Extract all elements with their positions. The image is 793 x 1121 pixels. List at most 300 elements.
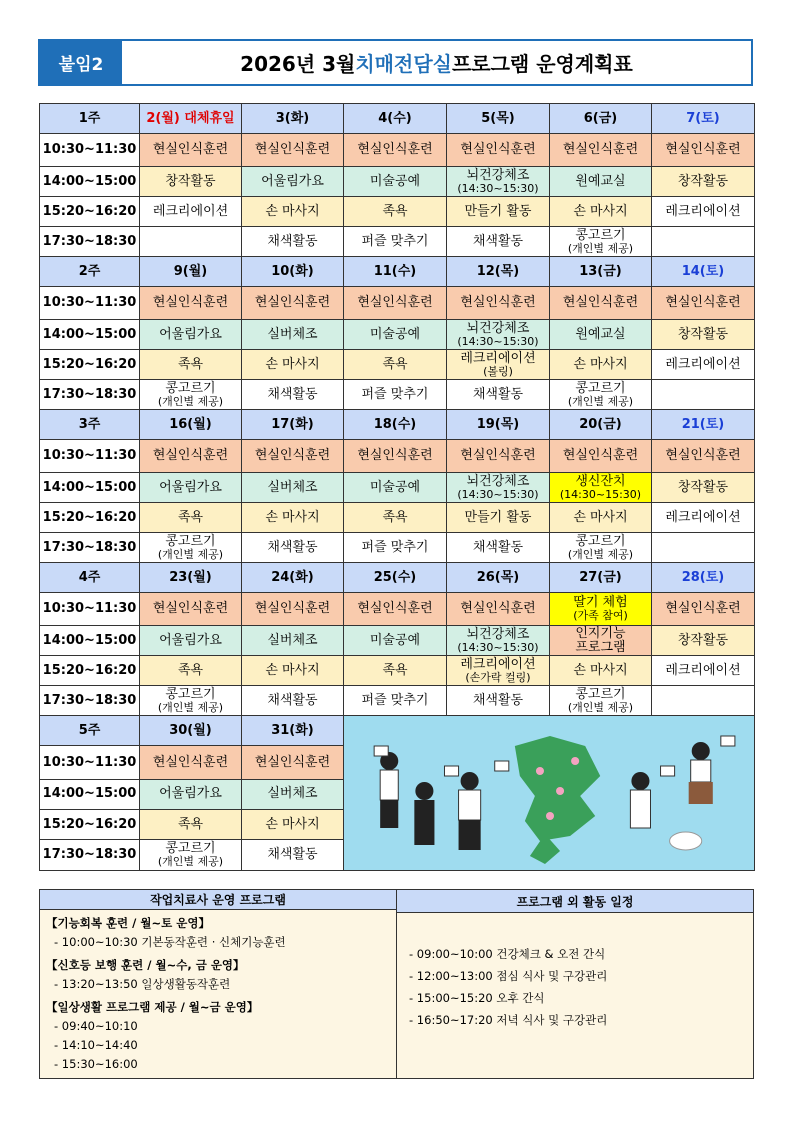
program-cell: [344, 287, 447, 320]
program-name: 현실인식훈련: [357, 448, 433, 464]
program-name: 현실인식훈련: [152, 295, 229, 311]
program-name: 레크리에이션: [665, 203, 741, 219]
program-cell: [242, 227, 344, 257]
time-row: [40, 626, 755, 656]
week-header-row: [40, 104, 755, 134]
program-cell: [652, 380, 755, 410]
program-name: 현실인식훈련: [562, 295, 639, 311]
program-cell: [344, 686, 447, 716]
program-name: 족욕: [177, 816, 204, 832]
program-cell: [344, 380, 447, 410]
program-cell: [447, 287, 550, 320]
program-name: 채색활동: [472, 692, 524, 708]
program-cell: [652, 533, 755, 563]
program-name: 콩고르기: [575, 686, 626, 702]
program-name: 현실인식훈련: [665, 142, 741, 158]
program-cell: [652, 167, 755, 197]
program-cell: [447, 656, 550, 686]
ot-program-list: [40, 910, 396, 1078]
program-cell: [652, 197, 755, 227]
extra-activity-list: [397, 913, 753, 1078]
program-cell: [140, 593, 242, 626]
extra-activity-title: 프로그램 외 활동 일정: [397, 890, 753, 913]
program-cell: [344, 134, 447, 167]
program-name: 손 마사지: [573, 203, 628, 219]
program-name: 현실인식훈련: [665, 601, 741, 617]
time-slot: 15:20~16:20: [40, 503, 140, 533]
program-cell: [344, 227, 447, 257]
program-name: 딸기 체험: [573, 595, 628, 611]
time-row: [40, 197, 755, 227]
program-cell: [344, 350, 447, 380]
time-row: [40, 503, 755, 533]
program-name: 레크리에이션: [665, 356, 741, 372]
time-row: [40, 440, 755, 473]
time-row: [40, 167, 755, 197]
program-name: 현실인식훈련: [460, 295, 536, 311]
program-cell: [140, 746, 242, 779]
program-detail: (14:30~15:30): [457, 640, 539, 654]
day-header: 30(월): [140, 716, 242, 746]
program-cell: [242, 350, 344, 380]
program-name: 창작활동: [677, 632, 729, 648]
program-name: 뇌건강체조: [466, 320, 530, 336]
day-header: 12(목): [447, 257, 550, 287]
program-cell: [242, 593, 344, 626]
program-name: 인지기능: [575, 625, 626, 641]
program-cell: [242, 840, 344, 870]
program-detail: (개인별 제공): [567, 547, 634, 561]
program-name: 레크리에이션: [460, 350, 536, 366]
program-detail: (개인별 제공): [157, 394, 224, 408]
program-name: 손 마사지: [265, 203, 320, 219]
program-name: 만들기 활동: [464, 203, 532, 219]
program-name: 채색활동: [267, 847, 318, 863]
time-slot: 15:20~16:20: [40, 809, 140, 839]
program-name: 현실인식훈련: [357, 295, 433, 311]
day-header: 26(목): [447, 563, 550, 593]
activity-item: - 12:00~13:00 점심 식사 및 구강관리: [409, 969, 608, 983]
week-header-row: [40, 257, 755, 287]
program-cell: [140, 809, 242, 839]
program-name: 현실인식훈련: [460, 601, 536, 617]
time-slot: 14:00~15:00: [40, 167, 140, 197]
program-cell: [344, 167, 447, 197]
time-row: [40, 593, 755, 626]
program-cell: [344, 626, 447, 656]
day-header: 28(토): [652, 563, 755, 593]
program-name: 미술공예: [369, 479, 421, 495]
time-row: [40, 656, 755, 686]
program-name: 현실인식훈련: [562, 142, 639, 158]
program-name: 퍼즐 맞추기: [361, 233, 429, 249]
time-slot: 10:30~11:30: [40, 746, 140, 779]
program-cell: [447, 503, 550, 533]
program-name: 손 마사지: [265, 816, 320, 832]
program-cell: [140, 134, 242, 167]
program-name: 현실인식훈련: [152, 601, 229, 617]
program-name: 뇌건강체조: [466, 473, 530, 489]
program-cell: [447, 380, 550, 410]
program-cell: [652, 593, 755, 626]
program-cell: [550, 227, 652, 257]
program-name: 레크리에이션: [460, 656, 536, 672]
time-row: [40, 134, 755, 167]
program-name: 현실인식훈련: [254, 754, 331, 770]
schedule-table: [39, 103, 755, 871]
program-name: 현실인식훈련: [254, 448, 331, 464]
independence-day-illustration: [344, 716, 754, 866]
illustration: [344, 716, 755, 871]
program-cell: [344, 656, 447, 686]
program-cell: [447, 134, 550, 167]
program-cell: [242, 656, 344, 686]
program-name: 창작활동: [677, 173, 729, 189]
program-name: 뇌건강체조: [466, 626, 530, 642]
program-cell: [140, 503, 242, 533]
title-prefix: 2026년 3월: [240, 52, 356, 76]
program-cell: [242, 809, 344, 839]
program-name: 실버체조: [267, 632, 318, 648]
program-cell: [550, 134, 652, 167]
program-detail: (손가락 컬링): [465, 670, 531, 684]
program-cell: [140, 779, 242, 809]
day-header: 4(수): [344, 104, 447, 134]
program-cell: [344, 593, 447, 626]
program-detail: (개인별 제공): [567, 394, 634, 408]
program-cell: [140, 167, 242, 197]
program-detail: (개인별 제공): [157, 547, 224, 561]
program-name: 실버체조: [267, 786, 318, 802]
program-detail: (14:30~15:30): [457, 334, 539, 348]
day-header: 14(토): [652, 257, 755, 287]
day-header: 25(수): [344, 563, 447, 593]
day-header: 11(수): [344, 257, 447, 287]
program-cell: [140, 473, 242, 503]
program-cell: [242, 380, 344, 410]
program-cell: [550, 380, 652, 410]
program-cell: [140, 533, 242, 563]
time-slot: 15:20~16:20: [40, 656, 140, 686]
program-cell: [140, 686, 242, 716]
program-name: 콩고르기: [575, 380, 626, 396]
program-name: 손 마사지: [265, 662, 320, 678]
program-cell: [447, 626, 550, 656]
activity-item: - 15:00~15:20 오후 간식: [409, 991, 545, 1005]
day-header: 2(월) 대체휴일: [140, 104, 242, 134]
day-header: 19(목): [447, 410, 550, 440]
day-header: 27(금): [550, 563, 652, 593]
activity-item: - 09:00~10:00 건강체크 & 오전 간식: [409, 947, 606, 961]
program-name: 콩고르기: [165, 686, 216, 702]
day-header: 16(월): [140, 410, 242, 440]
program-detail: (14:30~15:30): [457, 181, 539, 195]
program-cell: [447, 350, 550, 380]
program-name: 퍼즐 맞추기: [361, 386, 429, 402]
program-name: 콩고르기: [165, 841, 216, 857]
day-header: 24(화): [242, 563, 344, 593]
time-slot: 10:30~11:30: [40, 134, 140, 167]
program-cell: [344, 197, 447, 227]
time-slot: 17:30~18:30: [40, 840, 140, 870]
program-cell: [652, 287, 755, 320]
day-header: 9(월): [140, 257, 242, 287]
time-row: [40, 380, 755, 410]
time-slot: 17:30~18:30: [40, 227, 140, 257]
program-cell: [550, 473, 652, 503]
section-heading: 【일상생활 프로그램 제공 / 월~금 운영】: [46, 1000, 259, 1014]
program-name: 레크리에이션: [665, 509, 741, 525]
section-heading: 【신호등 보행 훈련 / 월~수, 금 운영】: [46, 958, 245, 972]
program-detail: (볼링): [483, 364, 513, 378]
time-slot: 17:30~18:30: [40, 686, 140, 716]
time-row: [40, 320, 755, 350]
program-cell: [344, 320, 447, 350]
time-slot: 14:00~15:00: [40, 626, 140, 656]
page-title: [122, 41, 751, 84]
day-header: 31(화): [242, 716, 344, 746]
program-name: 콩고르기: [575, 533, 626, 549]
program-cell: [140, 626, 242, 656]
program-cell: [447, 167, 550, 197]
section-heading: 【기능회복 훈련 / 월~토 운영】: [46, 916, 210, 930]
program-name: 족욕: [177, 509, 204, 525]
day-header: 13(금): [550, 257, 652, 287]
program-name: 어울림가요: [159, 786, 222, 802]
program-cell: [140, 656, 242, 686]
program-cell: [652, 440, 755, 473]
time-row: [40, 227, 755, 257]
program-name: 뇌건강체조: [466, 167, 530, 183]
program-cell: [550, 626, 652, 656]
program-cell: [242, 440, 344, 473]
program-name: 족욕: [382, 509, 408, 525]
attachment-badge: 붙임2: [40, 41, 122, 84]
program-name: 현실인식훈련: [562, 448, 639, 464]
program-name: 원예교실: [575, 326, 626, 342]
program-cell: [447, 593, 550, 626]
program-cell: [550, 593, 652, 626]
time-slot: 17:30~18:30: [40, 380, 140, 410]
time-row: [40, 287, 755, 320]
program-cell: [242, 626, 344, 656]
program-name: 현실인식훈련: [460, 142, 536, 158]
program-name: 채색활동: [267, 386, 318, 402]
program-name: 족욕: [382, 203, 408, 219]
program-name: 채색활동: [472, 539, 524, 555]
activity-item: - 16:50~17:20 저녁 식사 및 구강관리: [409, 1013, 608, 1027]
time-row: [40, 473, 755, 503]
program-cell: [344, 503, 447, 533]
time-slot: 10:30~11:30: [40, 593, 140, 626]
program-cell: [344, 473, 447, 503]
program-name: 어울림가요: [159, 479, 222, 495]
day-header: 6(금): [550, 104, 652, 134]
program-cell: [447, 533, 550, 563]
program-name: 생신잔치: [575, 473, 626, 489]
program-name: 미술공예: [369, 326, 421, 342]
day-header: 23(월): [140, 563, 242, 593]
program-cell: [242, 287, 344, 320]
program-name: 손 마사지: [573, 662, 628, 678]
title-suffix: 프로그램 운영계획표: [451, 52, 633, 76]
time-slot: 15:20~16:20: [40, 197, 140, 227]
program-cell: [652, 626, 755, 656]
program-name: 손 마사지: [573, 509, 628, 525]
time-slot: 10:30~11:30: [40, 287, 140, 320]
program-name: 족욕: [177, 356, 204, 372]
program-cell: [550, 440, 652, 473]
week-header-row: [40, 410, 755, 440]
program-name: 어울림가요: [261, 173, 324, 189]
program-name: 어울림가요: [159, 632, 222, 648]
program-detail: (개인별 제공): [157, 855, 224, 868]
program-name: 채색활동: [267, 233, 318, 249]
program-name: 콩고르기: [575, 227, 626, 243]
day-header: 3(화): [242, 104, 344, 134]
program-detail: (14:30~15:30): [559, 487, 642, 501]
day-header: 10(화): [242, 257, 344, 287]
program-cell: [242, 473, 344, 503]
day-header: 21(토): [652, 410, 755, 440]
time-slot: 14:00~15:00: [40, 473, 140, 503]
program-cell: [652, 227, 755, 257]
program-cell: [140, 380, 242, 410]
program-name: 콩고르기: [165, 380, 216, 396]
page-header: [38, 39, 753, 86]
program-name: 레크리에이션: [152, 203, 229, 219]
time-row: [40, 350, 755, 380]
program-name: 채색활동: [267, 692, 318, 708]
program-cell: [242, 533, 344, 563]
program-name: 현실인식훈련: [254, 142, 331, 158]
program-name: 미술공예: [369, 173, 421, 189]
program-cell: [140, 440, 242, 473]
ot-program-title: 작업치료사 운영 프로그램: [40, 890, 396, 910]
program-cell: [447, 197, 550, 227]
program-name: 손 마사지: [573, 356, 628, 372]
program-cell: [242, 686, 344, 716]
program-name: 퍼즐 맞추기: [361, 539, 429, 555]
program-cell: [550, 197, 652, 227]
program-name: 창작활동: [165, 173, 216, 189]
program-cell: [652, 134, 755, 167]
program-name: 원예교실: [575, 173, 626, 189]
week-header-row: [40, 716, 755, 746]
program-cell: [550, 656, 652, 686]
program-cell: [550, 287, 652, 320]
program-name: 콩고르기: [165, 533, 216, 549]
program-name: 레크리에이션: [665, 662, 741, 678]
program-name: 손 마사지: [265, 509, 320, 525]
program-detail: (개인별 제공): [567, 700, 634, 714]
program-detail: (가족 참여): [573, 609, 628, 623]
program-cell: [652, 656, 755, 686]
program-name: 현실인식훈련: [152, 754, 229, 770]
program-cell: [652, 350, 755, 380]
section-item: - 14:10~14:40: [54, 1038, 138, 1052]
day-header: 7(토): [652, 104, 755, 134]
program-name: 현실인식훈련: [665, 295, 741, 311]
time-row: [40, 533, 755, 563]
program-cell: [140, 320, 242, 350]
program-cell: [550, 503, 652, 533]
program-cell: [242, 503, 344, 533]
program-cell: [447, 686, 550, 716]
program-cell: [242, 320, 344, 350]
program-cell: [447, 440, 550, 473]
program-cell: [140, 197, 242, 227]
program-cell: [550, 350, 652, 380]
week-label: 3주: [40, 410, 140, 440]
program-cell: [652, 503, 755, 533]
extra-activity-column: [396, 890, 753, 1078]
program-name: 퍼즐 맞추기: [361, 692, 429, 708]
program-cell: [550, 167, 652, 197]
program-cell: [242, 779, 344, 809]
week-label: 2주: [40, 257, 140, 287]
program-cell: [242, 134, 344, 167]
bottom-panel: [39, 889, 754, 1079]
program-cell: [652, 473, 755, 503]
program-name: 실버체조: [267, 326, 318, 342]
program-cell: [550, 320, 652, 350]
program-name: 실버체조: [267, 479, 318, 495]
program-name: 창작활동: [677, 479, 729, 495]
program-name: 현실인식훈련: [254, 295, 331, 311]
program-name: 족욕: [382, 662, 408, 678]
week-label: 1주: [40, 104, 140, 134]
program-cell: [652, 686, 755, 716]
section-item: - 15:30~16:00: [54, 1057, 138, 1071]
week-header-row: [40, 563, 755, 593]
program-name: 채색활동: [472, 233, 524, 249]
program-detail: (개인별 제공): [567, 241, 634, 255]
time-slot: 17:30~18:30: [40, 533, 140, 563]
program-cell: [447, 320, 550, 350]
program-cell: [344, 533, 447, 563]
program-name: 족욕: [177, 662, 204, 678]
program-cell: [447, 227, 550, 257]
program-cell: [242, 746, 344, 779]
program-cell: [242, 197, 344, 227]
program-cell: [652, 320, 755, 350]
time-slot: 10:30~11:30: [40, 440, 140, 473]
program-name: 현실인식훈련: [254, 601, 331, 617]
section-item: - 10:00~10:30 기본동작훈련 · 신체기능훈련: [54, 935, 286, 949]
program-name: 족욕: [382, 356, 408, 372]
ot-program-column: [40, 890, 396, 1078]
section-item: - 13:20~13:50 일상생활동작훈련: [54, 977, 231, 991]
program-name: 현실인식훈련: [460, 448, 536, 464]
program-cell: [140, 287, 242, 320]
day-header: 17(화): [242, 410, 344, 440]
program-name-line2: 프로그램: [575, 639, 626, 655]
day-header: 18(수): [344, 410, 447, 440]
program-cell: [344, 440, 447, 473]
program-name: 현실인식훈련: [152, 142, 229, 158]
time-slot: 15:20~16:20: [40, 350, 140, 380]
program-detail: (개인별 제공): [157, 700, 224, 714]
program-cell: [550, 533, 652, 563]
day-header: 20(금): [550, 410, 652, 440]
program-name: 현실인식훈련: [665, 448, 741, 464]
program-name: 창작활동: [677, 326, 729, 342]
program-name: 손 마사지: [265, 356, 320, 372]
program-cell: [140, 840, 242, 870]
program-name: 채색활동: [267, 539, 318, 555]
program-cell: [447, 473, 550, 503]
